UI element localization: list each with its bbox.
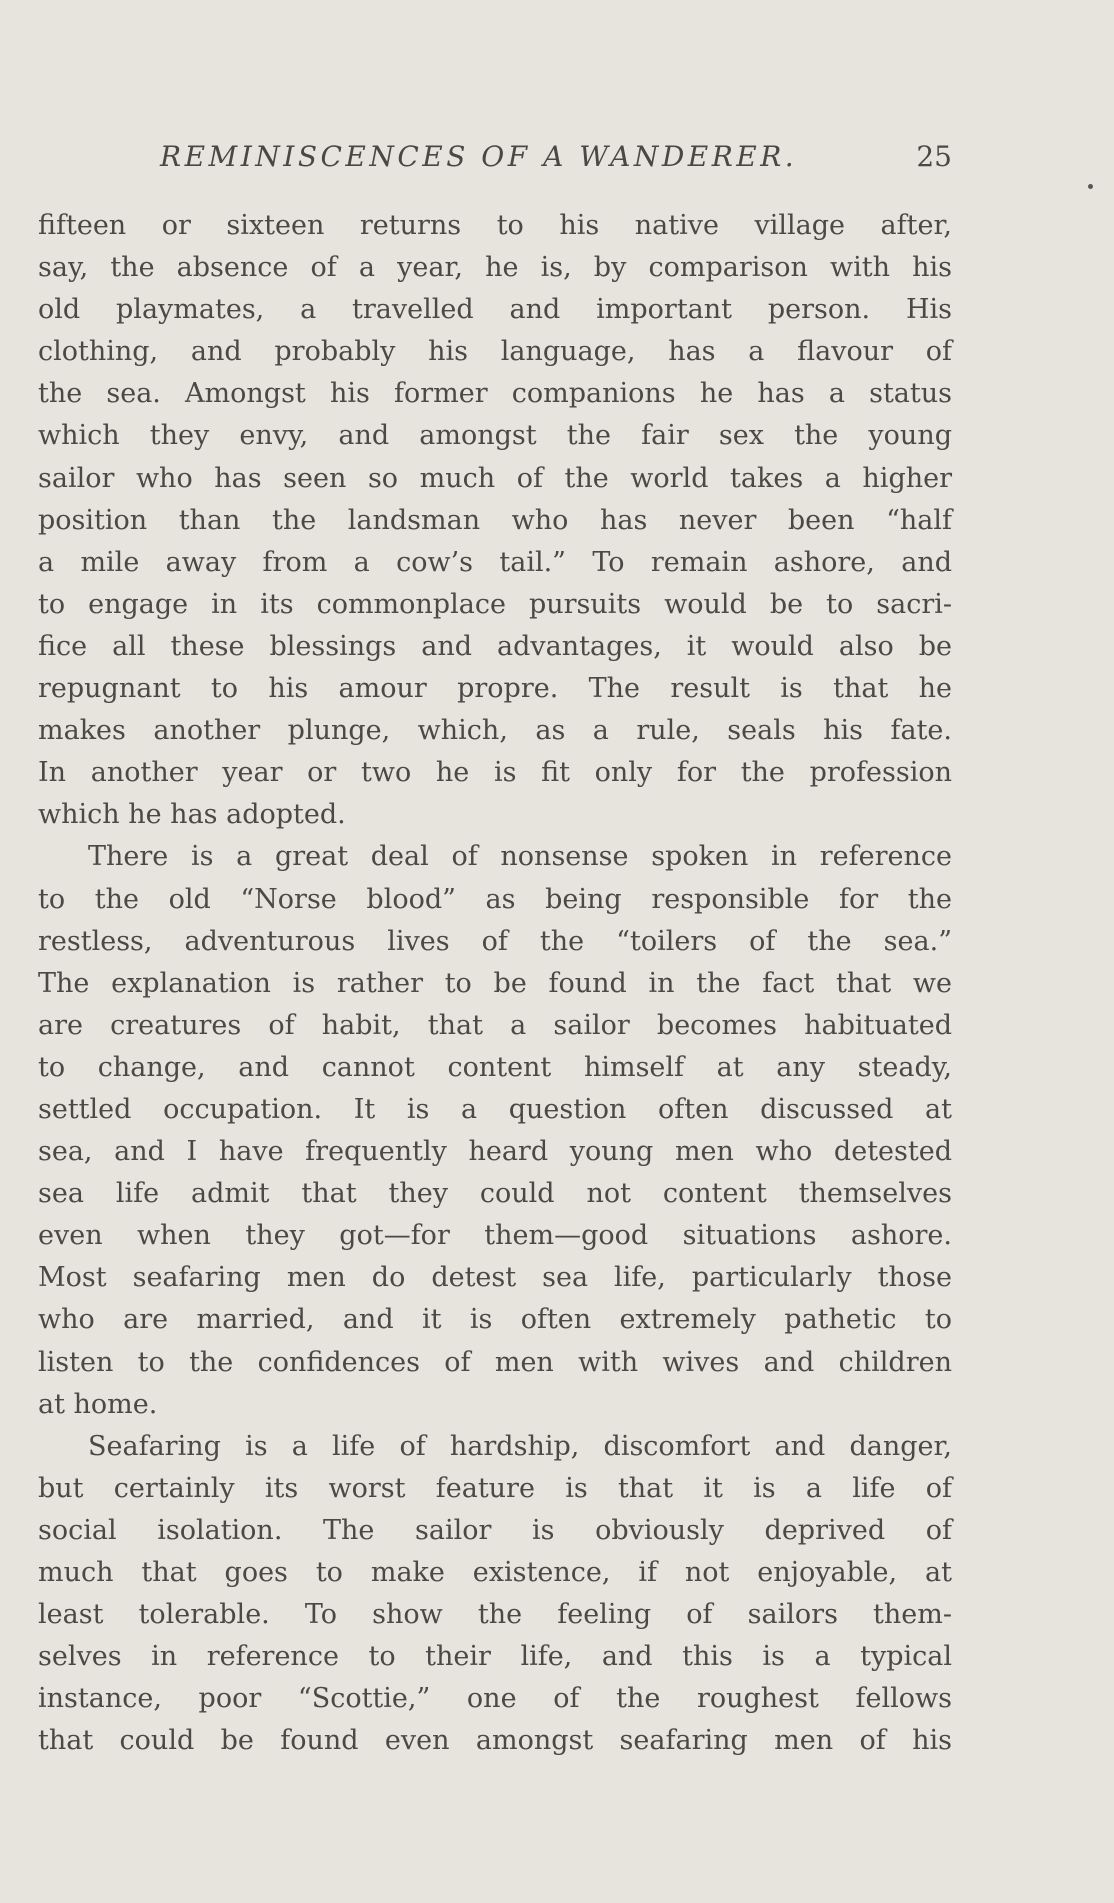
text-line: much that goes to make existence, if not enjoyable, at: [38, 1557, 952, 1588]
text-line: restless, adventurous lives of the “toilers of the sea.”: [38, 925, 952, 957]
text-line: selves in reference to their life, and this is a typical: [38, 1641, 952, 1673]
text-line: social isolation. The sailor is obviously deprived of: [38, 1514, 952, 1546]
text-line: makes another plunge, which, as a rule, seals his fate.: [38, 715, 952, 747]
text-line: repugnant to his amour propre. The result is that he: [38, 673, 952, 705]
text-line: are creatures of habit, that a sailor becomes habituated: [38, 1009, 952, 1041]
text-line: sailor who has seen so much of the world takes a higher: [38, 462, 952, 494]
running-title: REMINISCENCES OF A WANDERER.: [160, 140, 798, 173]
text-line: who are married, and it is often extremely pathetic to: [38, 1304, 952, 1336]
text-line: In another year or two he is fit only for the profession: [38, 757, 952, 789]
text-line: old playmates, a travelled and important person. His: [38, 294, 952, 326]
text-line: a mile away from a cow’s tail.” To remain ashore, and: [38, 546, 952, 578]
text-line: There is a great deal of nonsense spoken in reference: [88, 841, 952, 873]
text-line: that could be found even amongst seafaring men of his: [38, 1725, 952, 1757]
paragraph: [38, 836, 952, 1425]
text-line: least tolerable. To show the feeling of sailors them-: [38, 1599, 952, 1631]
text-line: The explanation is rather to be found in the fact that we: [38, 967, 952, 999]
text-line: fifteen or sixteen returns to his native village after,: [38, 210, 952, 241]
paragraph: [38, 205, 952, 836]
text-line: say, the absence of a year, he is, by comparison with his: [38, 252, 952, 284]
text-line: clothing, and probably his language, has a flavour of: [38, 336, 952, 368]
text-line: Most seafaring men do detest sea life, particularly those: [38, 1262, 952, 1294]
text-line: at home.: [38, 1388, 158, 1420]
paragraph: [38, 1426, 952, 1763]
text-line: which he has adopted.: [38, 799, 346, 831]
text-line: to engage in its commonplace pursuits would be to sacri-: [38, 588, 952, 620]
text-line: which they envy, and amongst the fair sex the young: [38, 420, 952, 452]
ink-speck: [1088, 184, 1093, 189]
text-line: listen to the confidences of men with wives and children: [38, 1346, 952, 1378]
running-head: [160, 140, 952, 180]
text-line: settled occupation. It is a question often discussed at: [38, 1093, 952, 1125]
text-line: Seafaring is a life of hardship, discomfort and danger,: [88, 1430, 952, 1462]
text-line: to change, and cannot content himself at any steady,: [38, 1051, 952, 1083]
text-line: sea, and I have frequently heard young men who detested: [38, 1136, 952, 1168]
text-line: even when they got—for them—good situations ashore.: [38, 1220, 952, 1252]
page-number: 25: [916, 140, 952, 173]
text-line: sea life admit that they could not content themselves: [38, 1178, 952, 1210]
text-line: instance, poor “Scottie,” one of the roughest fellows: [38, 1683, 952, 1715]
text-line: to the old “Norse blood” as being responsible for the: [38, 883, 952, 915]
text-line: but certainly its worst feature is that it is a life of: [38, 1472, 952, 1504]
text-line: position than the landsman who has never been “half: [38, 504, 952, 536]
body-text: [38, 205, 952, 1762]
text-line: the sea. Amongst his former companions he has a status: [38, 378, 952, 410]
text-line: fice all these blessings and advantages, it would also be: [38, 630, 952, 662]
